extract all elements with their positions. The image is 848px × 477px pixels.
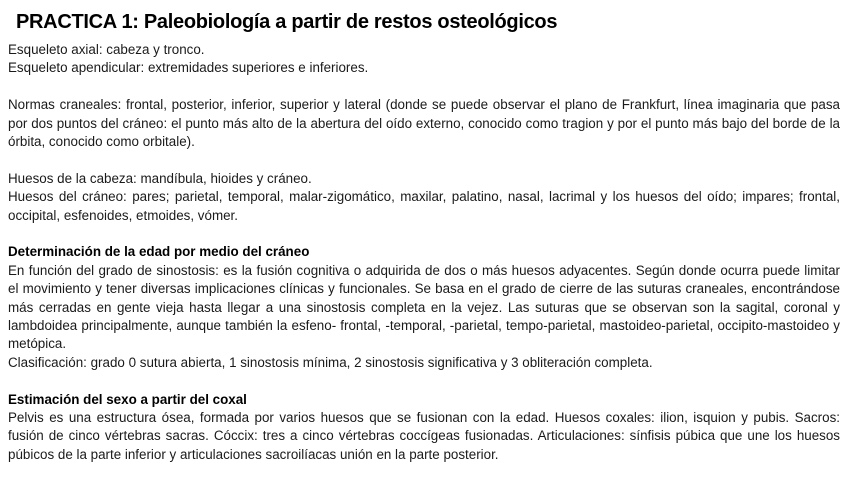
intro-axial: Esqueleto axial: cabeza y tronco. xyxy=(8,42,205,57)
huesos-cabeza: Huesos de la cabeza: mandíbula, hioides y cráneo. xyxy=(8,170,312,186)
normas-paragraph: Normas craneales: frontal, posterior, inferior, superior y lateral (donde se puede observar el plano de Frankfurt, línea imaginaria que pasa por dos puntos del cráneo: el punto más alto de la abertura del oído externo, conocido como tragion y por el punto más bajo del borde de la órbita, conocido como orbitale). xyxy=(8,97,840,150)
edad-heading: Determinación de la edad por medio del cráneo xyxy=(8,244,310,260)
spacer xyxy=(8,225,840,243)
intro-apendicular: Esqueleto apendicular: extremidades superiores e inferiores. xyxy=(8,60,369,76)
spacer xyxy=(8,372,840,390)
spacer xyxy=(8,151,840,169)
sexo-heading: Estimación del sexo a partir del coxal xyxy=(8,391,247,407)
edad-paragraph: En función del grado de sinostosis: es la fusión cognitiva o adquirida de dos o más huesos adyacentes. Según donde ocurra puede limitar el movimiento y tener diversas implicaciones clínicas y funcionales. Se basa en el grado de cierre de las suturas craneales, encontrándose más cerradas en gente vieja hasta llegar a una sinostosis completa en la vejez. Las suturas que se observan son la sagital, coronal y lambdoidea principalmente, aunque también la esfeno- frontal, -temporal, -parietal, tempo-parietal, mastoideo-parietal, occipito-mastoideo y metópica. xyxy=(8,262,840,352)
edad-clasificacion: Clasificación: grado 0 sutura abierta, 1 sinostosis mínima, 2 sinostosis significativa y 3 obliteración completa. xyxy=(8,354,653,370)
document-page xyxy=(8,0,840,464)
sexo-paragraph: Pelvis es una estructura ósea, formada por varios huesos que se fusionan con la edad. Huesos coxales: ilion, isquion y pubis. Sacros: fusión de cinco vértebras sacras. Cóccix: tres a cinco vértebras coccígeas fusionadas. Articulaciones: sínfisis púbica que une los huesos púbicos de la parte inferior y articulaciones sacroilíacas unión en la parte posterior. xyxy=(8,410,840,462)
huesos-craneo: Huesos del cráneo: pares; parietal, temporal, malar-zigomático, maxilar, palatino, nasal, lacrimal y los huesos del oído; impares; frontal, occipital, esfenoides, etmoides, vómer. xyxy=(8,189,840,223)
page-title: PRACTICA 1: Paleobiología a partir de restos osteológicos xyxy=(16,11,558,33)
spacer xyxy=(8,78,840,96)
